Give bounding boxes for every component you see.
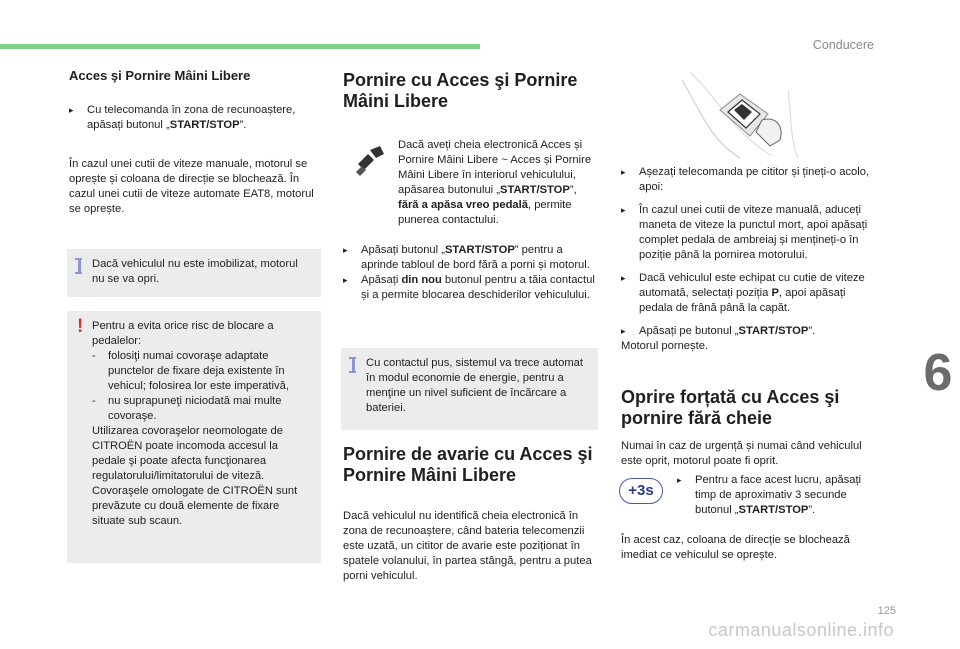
- heading-pornire: Pornire cu Acces şi Pornire Mâini Libere: [343, 70, 578, 111]
- info-icon: [352, 357, 355, 373]
- arrow-bullet-icon: ▸: [343, 275, 348, 285]
- watermark: carmanualsonline.info: [708, 620, 894, 640]
- arrow-bullet-icon: ▸: [621, 273, 626, 283]
- arrow-bullet-icon: ▸: [343, 245, 348, 255]
- list-item: - nu suprapuneţi niciodată mai multe covoraşe.: [92, 395, 282, 422]
- column-right-lower: [621, 387, 876, 469]
- arrow-bullet-icon: ▸: [621, 167, 626, 177]
- arrow-bullet-icon: ▸: [677, 475, 682, 485]
- page-number: 125: [877, 605, 896, 617]
- section-title: Conducere: [812, 38, 874, 52]
- header-accent-bar: [0, 44, 480, 49]
- arrow-bullet-icon: ▸: [621, 326, 626, 336]
- info-note: Cu contactul pus, sistemul va trece automat în modul economie de energie, pentru a menţine un nivel suficient de încărcare a bateriei.: [341, 348, 598, 430]
- warning-note: ! Pentru a evita orice risc de blocare a pedalelor: - folosiţi numai covoraşe adaptate punctelor de fixare deja existente în vehicul; folosirea lor este imperativă, - nu suprapuneţi niciodată mai multe covoraşe. Utilizarea covoraşelor neomologate de CITROËN poate incomoda accesul la pedale şi poate afecta funcţionarea regulatorului/limitatorului de viteză. Covoraşele omologate de CITROËN sunt prevăzute cu două elemente de fixare situate sub scaun.: [67, 311, 321, 563]
- list-item: - folosiţi numai covoraşe adaptate punctelor de fixare deja existente în vehicul; folosirea lor este imperativă,: [92, 350, 289, 392]
- column-middle-list: [343, 243, 599, 303]
- warning-icon: !: [77, 316, 84, 337]
- column-middle: [343, 70, 599, 112]
- heading-oprire-fortata: Oprire forțată cu Acces şi pornire fără cheie: [621, 387, 840, 428]
- arrow-bullet-icon: ▸: [621, 205, 626, 215]
- paragraph: Dacă vehiculul nu identifică cheia electronică în zona de recunoaștere, când bateria telecomenzii este uzată, un cititor de avarie este poziționat în spatele volanului, în partea stângă, pentru a putea porni vehiculul.: [343, 510, 592, 582]
- column-middle-lower: [343, 444, 599, 584]
- hand-key-icon: [352, 142, 388, 178]
- list-item: ▸ Așezați telecomanda pe cititor și țineți-o acolo, apoi:: [621, 166, 870, 193]
- column-left: [69, 68, 321, 217]
- heading-pornire-avarie: Pornire de avarie cu Acces şi Pornire Mâini Libere: [343, 444, 593, 485]
- info-icon: [78, 258, 81, 274]
- info-note: Dacă vehiculul nu este imobilizat, motorul nu se va opri.: [67, 249, 321, 297]
- paragraph: Motorul pornește.: [621, 340, 709, 352]
- chapter-tab: 6: [923, 344, 953, 402]
- list-item: ▸ Pentru a face acest lucru, apăsați timp de aproximativ 3 secunde butonul „START/STOP”.: [677, 474, 862, 516]
- intro-text: Dacă aveți cheia electronică Acces și Pornire Mâini Libere ~ Acces și Pornire Mâini Libere în interiorul vehiculului, apăsarea butonului „START/STOP”, fără a apăsa vreo pedală, permite punerea contactului.: [398, 139, 592, 226]
- paragraph: În acest caz, coloana de direcție se blochează imediat ce vehiculul se oprește.: [621, 534, 850, 561]
- list-item: ▸ Apăsați pe butonul „START/STOP”.: [621, 325, 816, 337]
- column-right: [621, 165, 876, 354]
- paragraph: Numai în caz de urgență și numai când vehiculul este oprit, motorul poate fi oprit.: [621, 440, 862, 467]
- column-right-final: [621, 533, 876, 563]
- list-item: ▸ Apăsați din nou butonul pentru a tăia contactul și a permite blocarea deschiderilor vehiculului.: [343, 274, 595, 301]
- plus-3s-icon: +3s: [619, 478, 663, 504]
- paragraph: În cazul unei cutii de viteze manuale, motorul se oprește și coloana de direcție se blochează. În cazul unei cutii de viteze automate EAT8, motorul se oprește.: [69, 158, 314, 215]
- list-item: ▸ Apăsați butonul „START/STOP” pentru a aprinde tabloul de bord fără a porni și motorul.: [343, 244, 590, 271]
- heading-acces-pornire: Acces şi Pornire Mâini Libere: [69, 68, 251, 83]
- emergency-reader-illustration: [680, 70, 810, 160]
- column-right-icon-text: [677, 473, 877, 518]
- arrow-bullet-icon: ▸: [69, 105, 74, 115]
- list-item: ▸ Cu telecomanda în zona de recunoaștere, apăsați butonul „START/STOP”.: [69, 104, 296, 131]
- list-item: ▸ În cazul unei cutii de viteze manuală, aduceți maneta de viteze la punctul mort, apoi apăsați complet pedala de ambreiaj și mențineți-o în poziție până la pornirea motorului.: [621, 204, 868, 261]
- list-item: ▸ Dacă vehiculul este echipat cu cutie de viteze automată, selectați poziția P, apoi apăsați pedala de frână până la capăt.: [621, 272, 865, 314]
